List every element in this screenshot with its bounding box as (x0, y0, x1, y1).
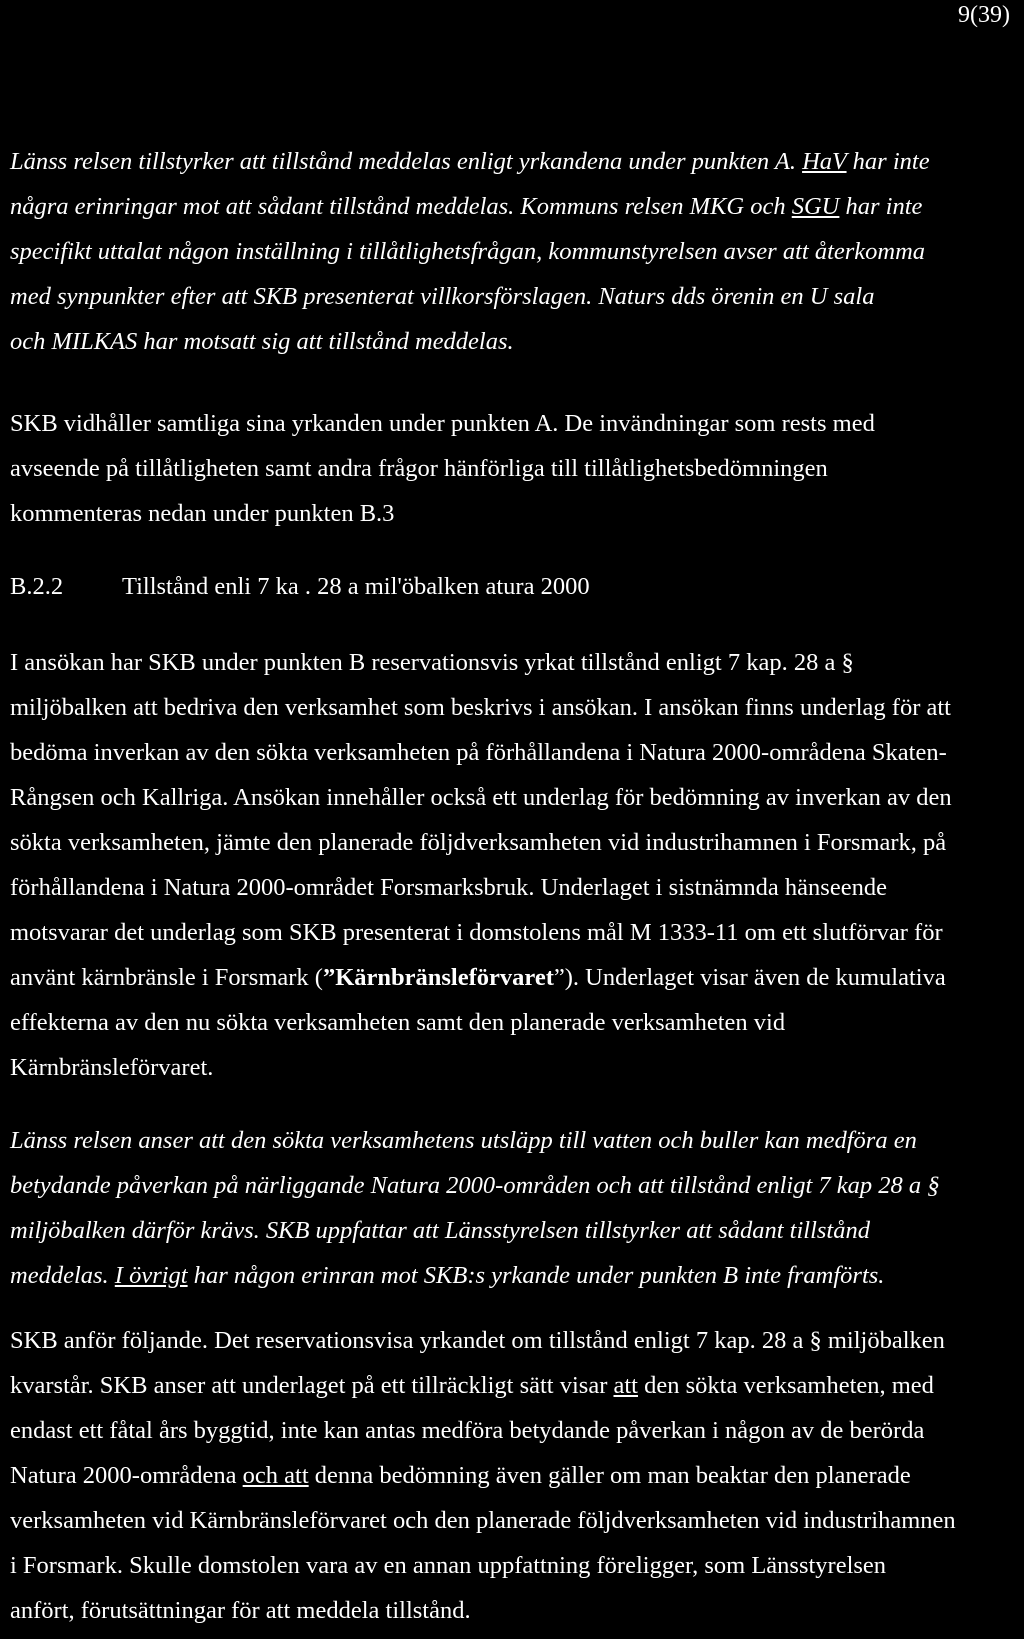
text-line: Länss relsen anser att den sökta verksamhetens utsläpp till vatten och buller kan medföra en (10, 1127, 917, 1154)
paragraph-skb-response-1 (10, 401, 1020, 536)
text-segment: meddelas. (10, 1262, 115, 1289)
text-line: avseende på tillåtligheten samt andra frågor hänförliga till tillåtlighetsbedömningen (10, 455, 828, 482)
text-line: I ansökan har SKB under punkten B reservationsvis yrkat tillstånd enligt 7 kap. 28 a § (10, 649, 854, 676)
text-line: Kärnbränsleförvaret. (10, 1054, 214, 1081)
text-line: effekterna av den nu sökta verksamheten samt den planerade verksamheten vid (10, 1009, 786, 1036)
text-line: Rångsen och Kallriga. Ansökan innehåller också ett underlag för bedömning av inverkan av den (10, 784, 952, 811)
text-line: och MILKAS har motsatt sig att tillstånd meddelas. (10, 328, 514, 355)
text-segment: har inte (846, 148, 930, 175)
text-segment: denna bedömning även gäller om man beaktar den planerade (308, 1462, 911, 1489)
paragraph-lansstyrelsen-2 (10, 1118, 1020, 1298)
text-segment: har inte (839, 193, 923, 220)
text-line: betydande påverkan på närliggande Natura 2000-områden och att tillstånd enligt 7 kap 28 a § (10, 1172, 940, 1199)
text-segment: Länss relsen tillstyrker att tillstånd meddelas enligt yrkandena under punkten A. (10, 148, 796, 175)
bold-term: ”Kärnbränsleförvaret (322, 964, 554, 991)
text-line: med synpunkter efter att SKB presenterat villkorsförslagen. Naturs dds örenin en U sala (10, 283, 875, 310)
text-line: kommenteras nedan under punkten B.3 (10, 500, 395, 527)
paragraph-skb-response-2 (10, 1318, 1020, 1633)
text-segment: har någon erinran mot SKB:s yrkande under punkten B inte framförts. (187, 1262, 885, 1289)
paragraph-application (10, 640, 1020, 1090)
text-segment: kvarstår. SKB anser att underlaget på ett tillräckligt sätt visar (10, 1372, 614, 1399)
text-line: SKB vidhåller samtliga sina yrkanden under punkten A. De invändningar som rests med (10, 410, 875, 437)
text-segment: några erinringar mot att sådant tillstånd meddelas. Kommuns relsen MKG och (10, 193, 792, 220)
text-segment: ”). Underlaget visar även de kumulativa (553, 964, 946, 991)
text-segment: Natura 2000-områdena (10, 1462, 243, 1489)
text-line (10, 184, 1020, 229)
section-heading (10, 564, 590, 609)
section-title: Tillstånd enli 7 ka . 28 a mil'öbalken atura 2000 (122, 573, 590, 600)
text-line (10, 1253, 1020, 1298)
text-line: miljöbalken därför krävs. SKB uppfattar att Länsstyrelsen tillstyrker att sådant tillstånd (10, 1217, 870, 1244)
paragraph-lansstyrelsen-1 (10, 139, 1020, 364)
text-line: sökta verksamheten, jämte den planerade följdverksamheten vid industrihamnen i Forsmark, på (10, 829, 947, 856)
text-segment: den sökta verksamheten, med (637, 1372, 934, 1399)
underlined-text: HaV (802, 148, 847, 175)
text-line: SKB anför följande. Det reservationsvisa yrkandet om tillstånd enligt 7 kap. 28 a § miljöbalken (10, 1327, 945, 1354)
text-line: bedöma inverkan av den sökta verksamheten på förhållandena i Natura 2000-områdena Skaten- (10, 739, 947, 766)
underlined-text: SGU (791, 193, 840, 220)
text-line: i Forsmark. Skulle domstolen vara av en annan uppfattning föreligger, som Länsstyrelsen (10, 1552, 887, 1579)
text-line: motsvarar det underlag som SKB presenterat i domstolens mål M 1333-11 om ett slutförvar för (10, 919, 943, 946)
underlined-text: I övrigt (114, 1262, 188, 1289)
underlined-text: och att (242, 1462, 309, 1489)
underlined-text: att (613, 1372, 638, 1399)
text-line: förhållandena i Natura 2000-området Forsmarksbruk. Underlaget i sistnämnda hänseende (10, 874, 887, 901)
page-number: 9(39) (958, 2, 1010, 28)
text-line: verksamheten vid Kärnbränsleförvaret och den planerade följdverksamheten vid industrihamnen (10, 1507, 956, 1534)
text-line: endast ett fåtal års byggtid, inte kan antas medföra betydande påverkan i någon av de berörda (10, 1417, 925, 1444)
text-line: miljöbalken att bedriva den verksamhet som beskrivs i ansökan. I ansökan finns underlag för att (10, 694, 951, 721)
text-line: anfört, förutsättningar för att meddela tillstånd. (10, 1597, 471, 1624)
section-number: B.2.2 (10, 573, 64, 600)
text-line (10, 1453, 1020, 1498)
text-line (10, 139, 1020, 184)
text-line (10, 1363, 1020, 1408)
text-line: specifikt uttalat någon inställning i tillåtlighetsfrågan, kommunstyrelsen avser att återkomma (10, 238, 926, 265)
text-segment: använt kärnbränsle i Forsmark ( (10, 964, 323, 991)
text-line (10, 955, 1020, 1000)
